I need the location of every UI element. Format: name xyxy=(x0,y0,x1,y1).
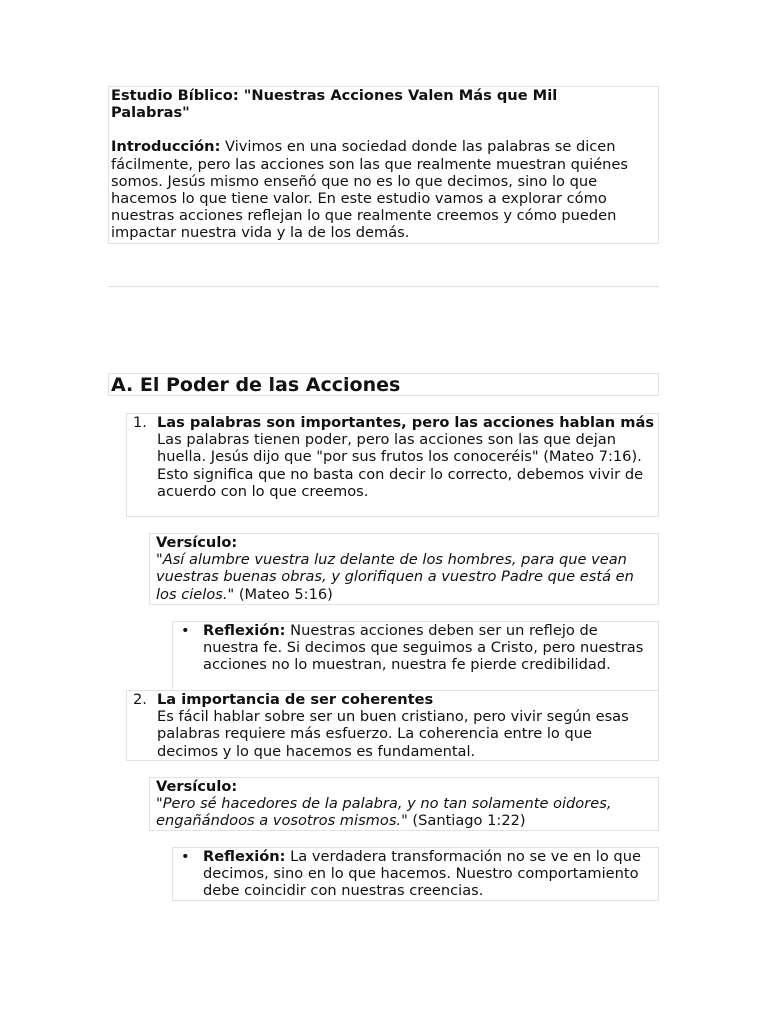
intro-label: Introducción: xyxy=(111,138,221,156)
reflection-label: Reflexión: xyxy=(203,622,286,639)
bullet-icon: • xyxy=(181,848,190,865)
verse-reference: " (Santiago 1:22) xyxy=(401,812,526,830)
introduction-paragraph xyxy=(111,138,658,241)
list-item-2 xyxy=(126,690,659,761)
title-block xyxy=(108,86,659,244)
verse-label: Versículo: xyxy=(156,778,238,795)
verse-reference: " (Mateo 5:16) xyxy=(227,585,333,603)
bullet-icon: • xyxy=(181,622,190,639)
document-title: Estudio Bíblico: "Nuestras Acciones Valen Más que Mil Palabras" xyxy=(111,87,558,122)
verse-label: Versículo: xyxy=(156,534,238,551)
list-item-1 xyxy=(126,413,659,517)
section-heading: A. El Poder de las Acciones xyxy=(108,373,659,396)
item-body: Las palabras tienen poder, pero las acciones son las que dejan huella. Jesús dijo que "por sus frutos los conoceréis" (Mateo 7:16). Esto significa que no basta con decir lo correcto, debemos vivir de acuerdo con lo que creemos. xyxy=(157,431,644,500)
verse-open-quote: " xyxy=(156,551,163,569)
section-divider xyxy=(108,286,659,287)
verse-quote xyxy=(156,551,658,603)
verse-quote xyxy=(156,795,658,829)
reflection-2 xyxy=(172,847,659,901)
item-heading: La importancia de ser coherentes xyxy=(157,691,434,708)
verse-text: Así alumbre vuestra luz delante de los hombres, para que vean vuestras buenas obras, y glorifiquen a vuestro Padre que está en los cielos. xyxy=(156,551,634,603)
item-number: 1. xyxy=(133,414,147,431)
reflection-text: La verdadera transformación no se ve en lo que decimos, sino en lo que hacemos. Nuestro comportamiento debe coincidir con nuestras creencias. xyxy=(203,848,641,900)
reflection-label: Reflexión: xyxy=(203,848,286,865)
verse-block-2 xyxy=(149,777,659,831)
verse-block-1 xyxy=(149,533,659,605)
item-body: Es fácil hablar sobre ser un buen cristiano, pero vivir según esas palabras requiere más esfuerzo. La coherencia entre lo que decimos y lo que hacemos es fundamental. xyxy=(157,708,629,760)
reflection-text: Nuestras acciones deben ser un reflejo de nuestra fe. Si decimos que seguimos a Cristo, pero nuestras acciones no lo muestran, nuestra fe pierde credibilidad. xyxy=(203,622,644,674)
reflection-1 xyxy=(172,621,659,691)
item-number: 2. xyxy=(133,691,147,708)
verse-open-quote: " xyxy=(156,795,163,813)
item-heading: Las palabras son importantes, pero las acciones hablan más xyxy=(157,414,655,431)
intro-text: Vivimos en una sociedad donde las palabras se dicen fácilmente, pero las acciones son las que realmente muestran quiénes somos. Jesús mismo enseñó que no es lo que decimos, sino lo que hacemos lo que tiene valor. En este estudio vamos a explorar cómo nuestras acciones reflejan lo que realmente creemos y cómo pueden impactar nuestra vida y la de los demás. xyxy=(111,138,629,242)
verse-text: Pero sé hacedores de la palabra, y no tan solamente oidores, engañándoos a vosotros mismos. xyxy=(156,795,612,830)
